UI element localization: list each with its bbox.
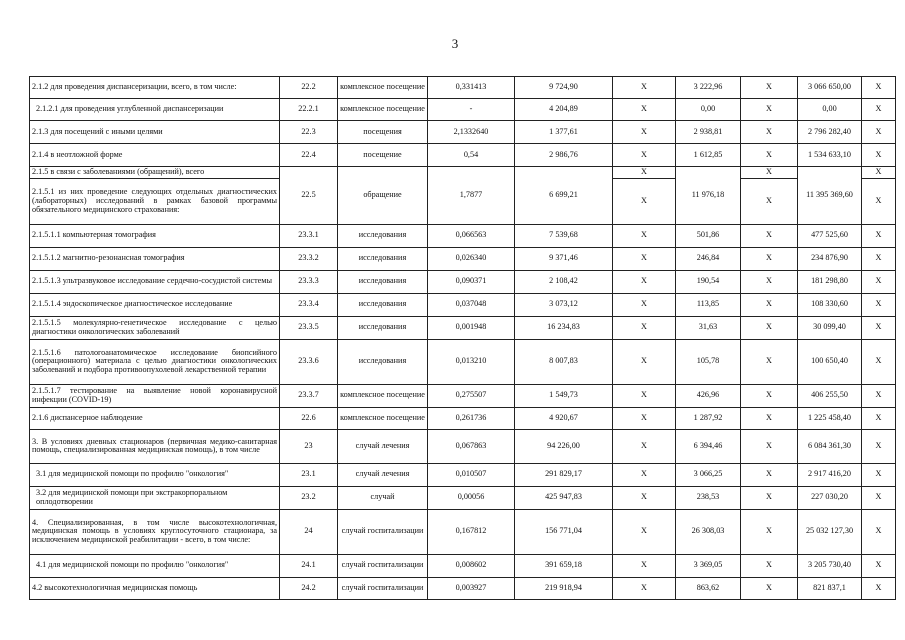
table-row bbox=[30, 247, 896, 270]
table-row bbox=[30, 429, 896, 463]
row-v2: 2 796 282,40 bbox=[798, 121, 862, 144]
row-x2: X bbox=[741, 509, 798, 554]
row-unit: случай bbox=[338, 486, 428, 509]
row-code: 23.1 bbox=[280, 463, 338, 486]
row-code: 24.2 bbox=[280, 577, 338, 599]
row-v2: 234 876,90 bbox=[798, 247, 862, 270]
row-norm: 2,1332640 bbox=[428, 121, 515, 144]
row-unit: случай лечения bbox=[338, 463, 428, 486]
row-v1: 238,53 bbox=[676, 486, 741, 509]
row-name: 2.1.5.1.7 тестирование на выявление новой коронавирусной инфекции (COVID-19) bbox=[30, 384, 280, 407]
row-x1: X bbox=[613, 167, 676, 179]
row-x3: X bbox=[862, 270, 896, 293]
row-x2: X bbox=[741, 577, 798, 599]
row-v2: 2 917 416,20 bbox=[798, 463, 862, 486]
row-x1: X bbox=[613, 316, 676, 339]
row-x3: X bbox=[862, 99, 896, 121]
row-unit: случай госпитализации bbox=[338, 509, 428, 554]
row-code: 23.3.6 bbox=[280, 339, 338, 384]
row-name: 2.1.5.1.2 магнитно-резонансная томография bbox=[30, 247, 280, 270]
row-x1: X bbox=[613, 554, 676, 577]
row-x2: X bbox=[741, 407, 798, 429]
row-name: 3.1 для медицинской помощи по профилю "онкология" bbox=[30, 463, 280, 486]
row-unit: случай госпитализации bbox=[338, 554, 428, 577]
row-name: 2.1.6 диспансерное наблюдение bbox=[30, 407, 280, 429]
table-row bbox=[30, 384, 896, 407]
row-name: 3. В условиях дневных стационаров (первичная медико-санитарная помощь, специализированная медицинская помощь), в том числе bbox=[30, 429, 280, 463]
row-code: 22.3 bbox=[280, 121, 338, 144]
row-x3: X bbox=[862, 121, 896, 144]
row-x1: X bbox=[613, 339, 676, 384]
table-row bbox=[30, 316, 896, 339]
row-v1: 3 222,96 bbox=[676, 77, 741, 99]
row-x3: X bbox=[862, 293, 896, 316]
row-unit: исследования bbox=[338, 316, 428, 339]
row-cost: 1 377,61 bbox=[515, 121, 613, 144]
row-cost: 291 829,17 bbox=[515, 463, 613, 486]
table-row bbox=[30, 486, 896, 509]
row-x1: X bbox=[613, 99, 676, 121]
row-x3: X bbox=[862, 509, 896, 554]
row-v1: 3 369,05 bbox=[676, 554, 741, 577]
row-x3: X bbox=[862, 77, 896, 99]
row-norm: 1,7877 bbox=[428, 167, 515, 225]
row-x2: X bbox=[741, 463, 798, 486]
row-norm: 0,026340 bbox=[428, 247, 515, 270]
row-v2: 100 650,40 bbox=[798, 339, 862, 384]
row-x2: X bbox=[741, 167, 798, 179]
row-x3: X bbox=[862, 316, 896, 339]
row-norm: 0,331413 bbox=[428, 77, 515, 99]
row-x3: X bbox=[862, 224, 896, 247]
row-cost: 391 659,18 bbox=[515, 554, 613, 577]
row-cost: 425 947,83 bbox=[515, 486, 613, 509]
row-v1: 0,00 bbox=[676, 99, 741, 121]
table-row bbox=[30, 99, 896, 121]
row-x1: X bbox=[613, 509, 676, 554]
row-x1: X bbox=[613, 293, 676, 316]
row-v1: 6 394,46 bbox=[676, 429, 741, 463]
row-x3: X bbox=[862, 554, 896, 577]
row-x1: X bbox=[613, 577, 676, 599]
row-norm: 0,037048 bbox=[428, 293, 515, 316]
row-v1: 1 612,85 bbox=[676, 144, 741, 167]
row-norm: 0,010507 bbox=[428, 463, 515, 486]
row-code: 23.3.5 bbox=[280, 316, 338, 339]
row-name: 2.1.5.1.5 молекулярно-генетическое исследование с целью диагностики онкологических заболеваний bbox=[30, 316, 280, 339]
row-x3: X bbox=[862, 384, 896, 407]
row-v1: 26 308,03 bbox=[676, 509, 741, 554]
row-norm: 0,067863 bbox=[428, 429, 515, 463]
row-x2: X bbox=[741, 178, 798, 224]
row-cost: 4 920,67 bbox=[515, 407, 613, 429]
row-code: 23.3.4 bbox=[280, 293, 338, 316]
row-name: 2.1.5.1.4 эндоскопическое диагностическое исследование bbox=[30, 293, 280, 316]
row-v2: 3 066 650,00 bbox=[798, 77, 862, 99]
row-v2: 108 330,60 bbox=[798, 293, 862, 316]
row-v2: 6 084 361,30 bbox=[798, 429, 862, 463]
row-cost: 16 234,83 bbox=[515, 316, 613, 339]
row-norm: 0,001948 bbox=[428, 316, 515, 339]
row-name: 4. Специализированная, в том числе высокотехнологичная, медицинская помощь в условиях круглосуточного стационара, за исключением медицинской реабилитации - всего, в том числе: bbox=[30, 509, 280, 554]
row-name: 2.1.3 для посещений с иными целями bbox=[30, 121, 280, 144]
row-name: 2.1.5.1.3 ультразвуковое исследование сердечно-сосудистой системы bbox=[30, 270, 280, 293]
row-code: 22.6 bbox=[280, 407, 338, 429]
row-v1: 863,62 bbox=[676, 577, 741, 599]
row-x1: X bbox=[613, 224, 676, 247]
row-cost: 219 918,94 bbox=[515, 577, 613, 599]
table-row bbox=[30, 270, 896, 293]
row-unit: исследования bbox=[338, 293, 428, 316]
row-v1: 190,54 bbox=[676, 270, 741, 293]
row-v2: 1 225 458,40 bbox=[798, 407, 862, 429]
row-x2: X bbox=[741, 247, 798, 270]
row-x2: X bbox=[741, 77, 798, 99]
row-cost: 1 549,73 bbox=[515, 384, 613, 407]
row-x2: X bbox=[741, 121, 798, 144]
table-row bbox=[30, 339, 896, 384]
table-row bbox=[30, 407, 896, 429]
row-norm: 0,54 bbox=[428, 144, 515, 167]
page-number: 3 bbox=[451, 36, 459, 51]
row-unit: случай лечения bbox=[338, 429, 428, 463]
row-cost: 9 371,46 bbox=[515, 247, 613, 270]
row-cost: 4 204,89 bbox=[515, 99, 613, 121]
row-x2: X bbox=[741, 384, 798, 407]
row-code: 24 bbox=[280, 509, 338, 554]
row-x3: X bbox=[862, 486, 896, 509]
row-x1: X bbox=[613, 429, 676, 463]
row-x1: X bbox=[613, 270, 676, 293]
row-x3: X bbox=[862, 407, 896, 429]
row-unit: комплексное посещение bbox=[338, 384, 428, 407]
row-x3: X bbox=[862, 577, 896, 599]
row-x3: X bbox=[862, 178, 896, 224]
row-v1: 113,85 bbox=[676, 293, 741, 316]
row-v2: 30 099,40 bbox=[798, 316, 862, 339]
row-code: 22.5 bbox=[280, 167, 338, 225]
row-v2: 3 205 730,40 bbox=[798, 554, 862, 577]
row-name: 4.1 для медицинской помощи по профилю "онкология" bbox=[30, 554, 280, 577]
row-norm: 0,261736 bbox=[428, 407, 515, 429]
row-unit: исследования bbox=[338, 270, 428, 293]
row-v2: 406 255,50 bbox=[798, 384, 862, 407]
row-v1: 1 287,92 bbox=[676, 407, 741, 429]
row-cost: 3 073,12 bbox=[515, 293, 613, 316]
row-norm: 0,167812 bbox=[428, 509, 515, 554]
table-row bbox=[30, 224, 896, 247]
row-code: 22.2 bbox=[280, 77, 338, 99]
row-norm: 0,066563 bbox=[428, 224, 515, 247]
row-v2: 181 298,80 bbox=[798, 270, 862, 293]
row-x1: X bbox=[613, 463, 676, 486]
row-x2: X bbox=[741, 429, 798, 463]
row-v2: 25 032 127,30 bbox=[798, 509, 862, 554]
row-v2: 1 534 633,10 bbox=[798, 144, 862, 167]
table-row bbox=[30, 577, 896, 599]
table-row bbox=[30, 293, 896, 316]
row-cost: 2 986,76 bbox=[515, 144, 613, 167]
row-name: 2.1.5.1 из них проведение следующих отдельных диагностических (лабораторных) исследований в рамках базовой программы обязательного медицинского страхования: bbox=[30, 178, 280, 224]
table-row bbox=[30, 77, 896, 99]
row-code: 23.3.3 bbox=[280, 270, 338, 293]
row-unit: комплексное посещение bbox=[338, 99, 428, 121]
row-unit: случай госпитализации bbox=[338, 577, 428, 599]
row-v2: 227 030,20 bbox=[798, 486, 862, 509]
row-cost: 9 724,90 bbox=[515, 77, 613, 99]
row-unit: исследования bbox=[338, 224, 428, 247]
row-x3: X bbox=[862, 167, 896, 179]
row-v1: 2 938,81 bbox=[676, 121, 741, 144]
row-x2: X bbox=[741, 486, 798, 509]
row-code: 23.3.1 bbox=[280, 224, 338, 247]
table-row bbox=[30, 144, 896, 167]
row-unit: исследования bbox=[338, 339, 428, 384]
row-v2: 0,00 bbox=[798, 99, 862, 121]
row-x2: X bbox=[741, 339, 798, 384]
row-cost: 94 226,00 bbox=[515, 429, 613, 463]
table-row bbox=[30, 463, 896, 486]
row-name: 2.1.4 в неотложной форме bbox=[30, 144, 280, 167]
row-x2: X bbox=[741, 270, 798, 293]
row-x2: X bbox=[741, 554, 798, 577]
row-x2: X bbox=[741, 293, 798, 316]
row-code: 23.2 bbox=[280, 486, 338, 509]
row-x1: X bbox=[613, 144, 676, 167]
row-name: 2.1.5 в связи с заболеваниями (обращений), всего bbox=[30, 167, 280, 179]
row-code: 22.4 bbox=[280, 144, 338, 167]
row-x1: X bbox=[613, 77, 676, 99]
table-row bbox=[30, 509, 896, 554]
row-name: 3.2 для медицинской помощи при экстракорпоральном оплодотворении bbox=[30, 486, 280, 509]
row-code: 23.3.2 bbox=[280, 247, 338, 270]
row-x1: X bbox=[613, 384, 676, 407]
row-v1: 31,63 bbox=[676, 316, 741, 339]
row-v2: 477 525,60 bbox=[798, 224, 862, 247]
row-v1: 105,78 bbox=[676, 339, 741, 384]
row-x3: X bbox=[862, 339, 896, 384]
row-name: 4.2 высокотехнологичная медицинская помощь bbox=[30, 577, 280, 599]
row-x2: X bbox=[741, 224, 798, 247]
row-x2: X bbox=[741, 99, 798, 121]
row-code: 24.1 bbox=[280, 554, 338, 577]
row-norm: - bbox=[428, 99, 515, 121]
row-norm: 0,003927 bbox=[428, 577, 515, 599]
row-norm: 0,013210 bbox=[428, 339, 515, 384]
row-name: 2.1.5.1.6 патологоанатомическое исследование биопсийного (операционного) материала с целью диагностики онкологических заболеваний и подбора противоопухолевой лекарственной терапии bbox=[30, 339, 280, 384]
row-code: 23.3.7 bbox=[280, 384, 338, 407]
row-v2: 821 837,1 bbox=[798, 577, 862, 599]
row-x3: X bbox=[862, 247, 896, 270]
row-v2: 11 395 369,60 bbox=[798, 167, 862, 225]
row-cost: 7 539,68 bbox=[515, 224, 613, 247]
row-unit: исследования bbox=[338, 247, 428, 270]
row-name: 2.1.5.1.1 компьютерная томография bbox=[30, 224, 280, 247]
row-x3: X bbox=[862, 144, 896, 167]
row-norm: 0,275507 bbox=[428, 384, 515, 407]
row-x3: X bbox=[862, 429, 896, 463]
row-x1: X bbox=[613, 121, 676, 144]
row-x1: X bbox=[613, 178, 676, 224]
row-unit: посещения bbox=[338, 121, 428, 144]
row-code: 23 bbox=[280, 429, 338, 463]
row-x3: X bbox=[862, 463, 896, 486]
row-v1: 11 976,18 bbox=[676, 167, 741, 225]
row-v1: 426,96 bbox=[676, 384, 741, 407]
table-row bbox=[30, 167, 896, 179]
row-x1: X bbox=[613, 247, 676, 270]
row-x2: X bbox=[741, 144, 798, 167]
row-unit: комплексное посещение bbox=[338, 77, 428, 99]
program-volumes-table bbox=[29, 76, 896, 600]
row-unit: посещение bbox=[338, 144, 428, 167]
row-norm: 0,090371 bbox=[428, 270, 515, 293]
row-cost: 2 108,42 bbox=[515, 270, 613, 293]
row-x1: X bbox=[613, 407, 676, 429]
table-row bbox=[30, 554, 896, 577]
row-v1: 501,86 bbox=[676, 224, 741, 247]
row-norm: 0,00056 bbox=[428, 486, 515, 509]
row-cost: 6 699,21 bbox=[515, 167, 613, 225]
row-unit: комплексное посещение bbox=[338, 407, 428, 429]
row-cost: 156 771,04 bbox=[515, 509, 613, 554]
row-v1: 3 066,25 bbox=[676, 463, 741, 486]
row-v1: 246,84 bbox=[676, 247, 741, 270]
row-cost: 8 007,83 bbox=[515, 339, 613, 384]
row-name: 2.1.2 для проведения диспансеризации, всего, в том числе: bbox=[30, 77, 280, 99]
row-name: 2.1.2.1 для проведения углубленной диспансеризации bbox=[30, 99, 280, 121]
row-norm: 0,008602 bbox=[428, 554, 515, 577]
row-x2: X bbox=[741, 316, 798, 339]
row-x1: X bbox=[613, 486, 676, 509]
table-row bbox=[30, 121, 896, 144]
row-code: 22.2.1 bbox=[280, 99, 338, 121]
row-unit: обращение bbox=[338, 167, 428, 225]
